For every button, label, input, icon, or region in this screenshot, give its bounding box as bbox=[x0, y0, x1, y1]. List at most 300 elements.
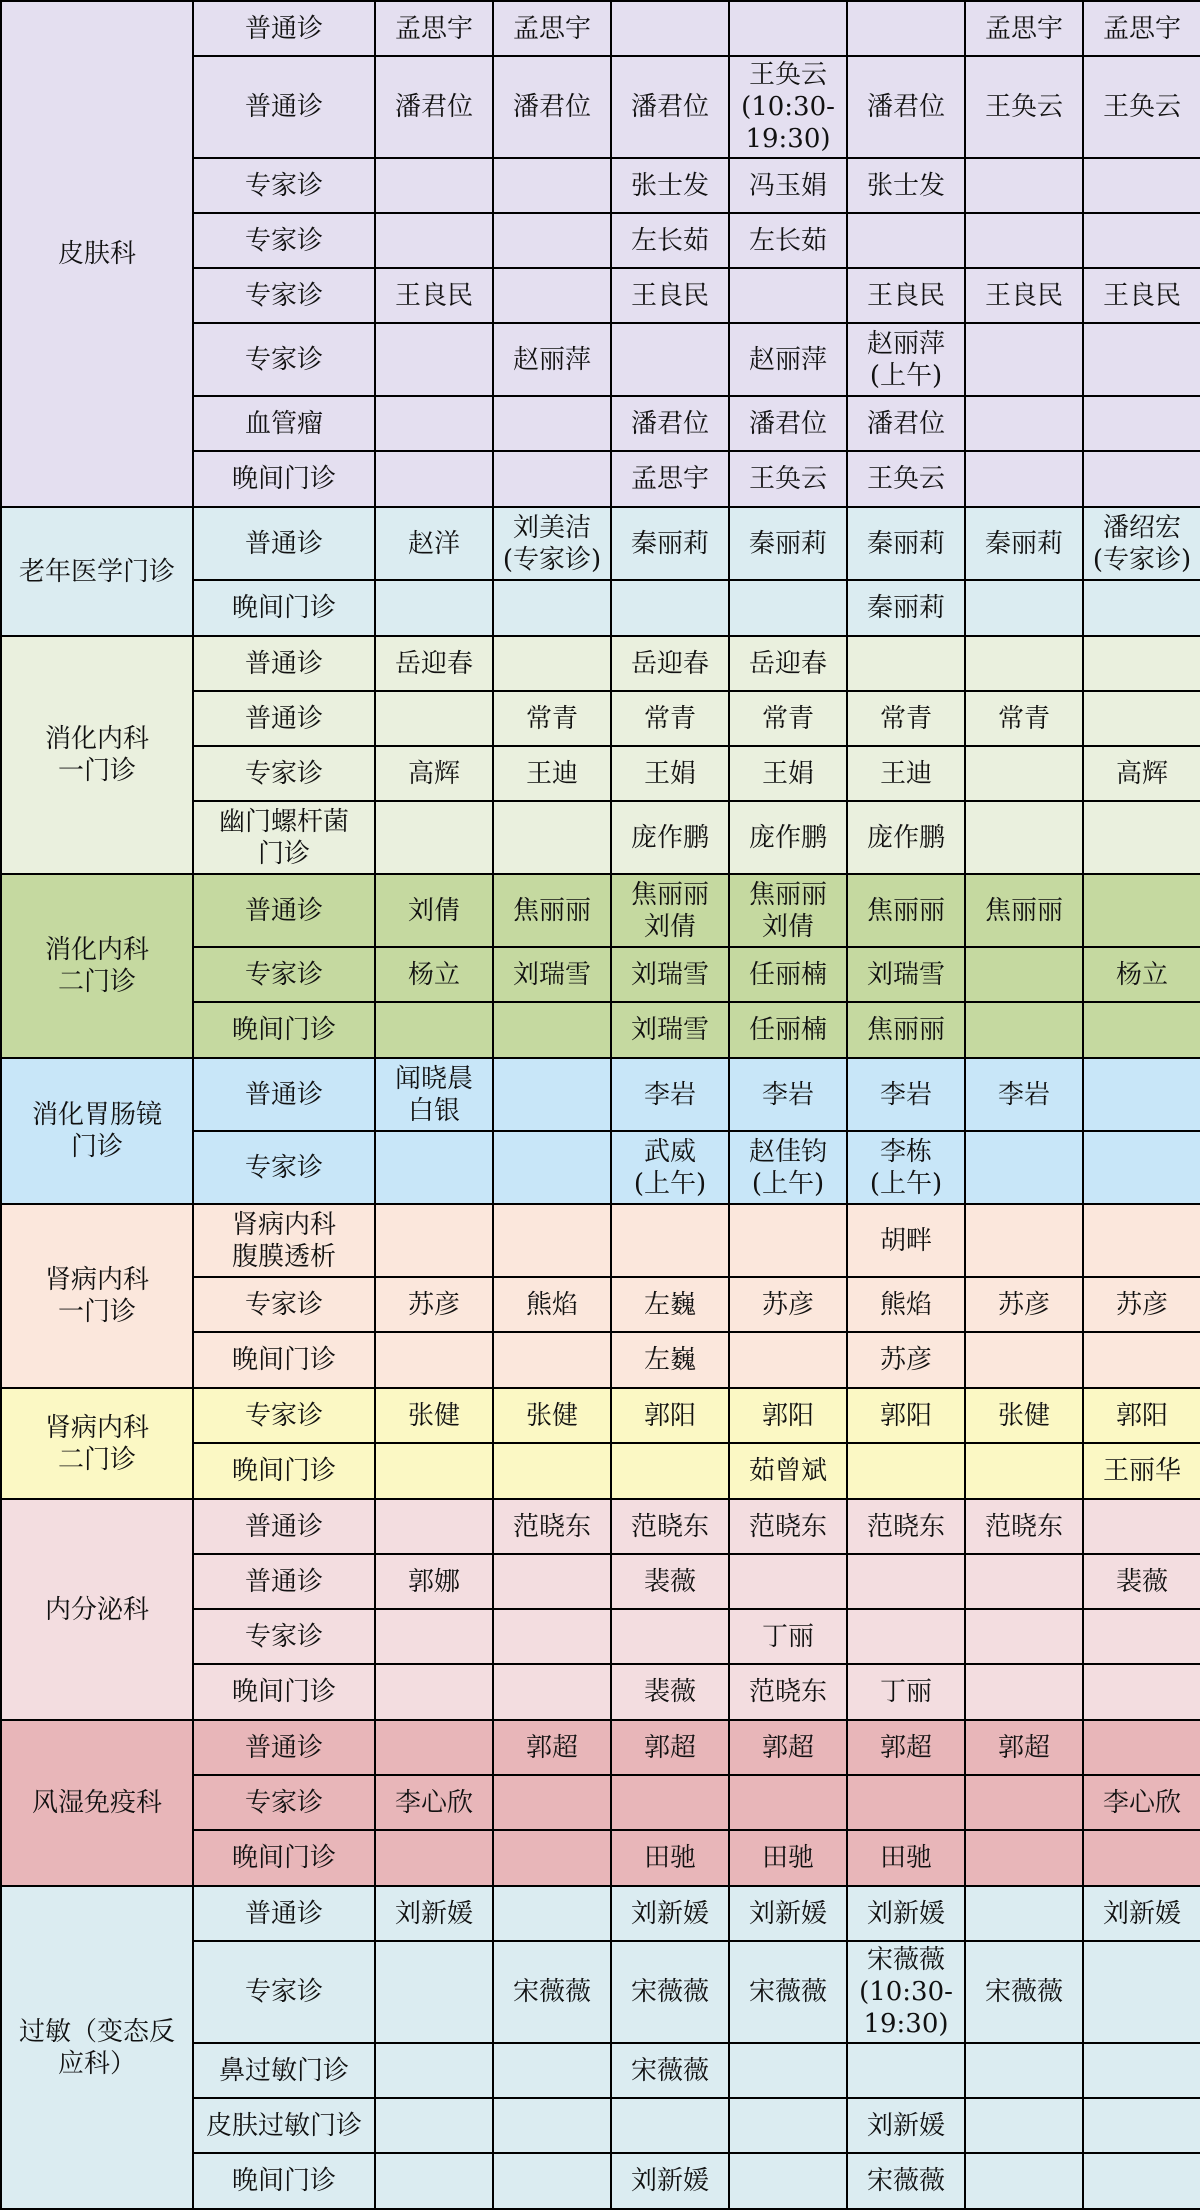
doctor-cell: 刘新媛 bbox=[375, 1886, 493, 1941]
doctor-cell bbox=[1083, 1332, 1200, 1388]
doctor-cell: 岳迎春 bbox=[729, 636, 847, 691]
doctor-cell bbox=[375, 323, 493, 396]
doctor-cell: 范晓东 bbox=[729, 1499, 847, 1554]
department-name: 消化内科 二门诊 bbox=[1, 874, 193, 1058]
doctor-cell: 张健 bbox=[375, 1388, 493, 1443]
doctor-cell bbox=[729, 1775, 847, 1830]
clinic-type: 血管瘤 bbox=[193, 396, 375, 451]
table-row bbox=[1, 507, 1200, 580]
doctor-cell bbox=[375, 1830, 493, 1886]
doctor-cell bbox=[847, 1775, 965, 1830]
doctor-cell bbox=[729, 2153, 847, 2209]
doctor-cell bbox=[965, 580, 1083, 636]
doctor-cell bbox=[1083, 323, 1200, 396]
clinic-type: 晚间门诊 bbox=[193, 1002, 375, 1058]
doctor-cell bbox=[965, 636, 1083, 691]
doctor-cell bbox=[375, 691, 493, 746]
doctor-cell: 范晓东 bbox=[729, 1664, 847, 1720]
doctor-cell: 李岩 bbox=[611, 1058, 729, 1131]
doctor-cell: 左长茹 bbox=[729, 213, 847, 268]
doctor-cell bbox=[493, 1886, 611, 1941]
doctor-cell: 郭超 bbox=[729, 1720, 847, 1775]
doctor-cell: 张健 bbox=[493, 1388, 611, 1443]
doctor-cell bbox=[375, 2098, 493, 2153]
doctor-cell bbox=[1083, 801, 1200, 874]
doctor-cell: 潘君位 bbox=[847, 56, 965, 158]
doctor-cell bbox=[965, 1830, 1083, 1886]
doctor-cell: 苏彦 bbox=[847, 1332, 965, 1388]
doctor-cell bbox=[847, 2043, 965, 2098]
doctor-cell bbox=[375, 451, 493, 507]
doctor-cell bbox=[847, 1609, 965, 1664]
doctor-cell bbox=[1083, 1499, 1200, 1554]
doctor-cell: 焦丽丽 刘倩 bbox=[729, 874, 847, 947]
doctor-cell bbox=[1083, 2043, 1200, 2098]
doctor-cell: 焦丽丽 刘倩 bbox=[611, 874, 729, 947]
doctor-cell: 王奂云 bbox=[1083, 56, 1200, 158]
doctor-cell: 苏彦 bbox=[1083, 1277, 1200, 1332]
table-row bbox=[1, 1204, 1200, 1277]
department-name: 肾病内科 一门诊 bbox=[1, 1204, 193, 1388]
table-row bbox=[1, 1, 1200, 56]
doctor-cell bbox=[965, 1664, 1083, 1720]
clinic-type: 专家诊 bbox=[193, 213, 375, 268]
doctor-cell bbox=[847, 1443, 965, 1499]
doctor-cell: 常青 bbox=[847, 691, 965, 746]
doctor-cell bbox=[1083, 2153, 1200, 2209]
doctor-cell: 宋薇薇 bbox=[847, 2153, 965, 2209]
doctor-cell bbox=[965, 158, 1083, 213]
doctor-cell bbox=[493, 451, 611, 507]
doctor-cell bbox=[611, 1609, 729, 1664]
doctor-cell: 任丽楠 bbox=[729, 1002, 847, 1058]
doctor-cell: 左巍 bbox=[611, 1277, 729, 1332]
doctor-cell bbox=[611, 1775, 729, 1830]
clinic-type: 专家诊 bbox=[193, 158, 375, 213]
doctor-cell bbox=[611, 2098, 729, 2153]
clinic-type: 幽门螺杆菌 门诊 bbox=[193, 801, 375, 874]
doctor-cell: 常青 bbox=[493, 691, 611, 746]
doctor-cell: 宋薇薇 bbox=[729, 1941, 847, 2043]
doctor-cell: 赵佳钧 (上午) bbox=[729, 1131, 847, 1204]
doctor-cell: 范晓东 bbox=[965, 1499, 1083, 1554]
clinic-type: 专家诊 bbox=[193, 268, 375, 323]
doctor-cell: 潘君位 bbox=[847, 396, 965, 451]
doctor-cell: 赵丽萍 bbox=[493, 323, 611, 396]
doctor-cell bbox=[1083, 1664, 1200, 1720]
doctor-cell bbox=[1083, 691, 1200, 746]
doctor-cell: 秦丽莉 bbox=[611, 507, 729, 580]
clinic-type: 专家诊 bbox=[193, 1277, 375, 1332]
table-row bbox=[1, 1058, 1200, 1131]
doctor-cell: 秦丽莉 bbox=[965, 507, 1083, 580]
clinic-type: 普通诊 bbox=[193, 691, 375, 746]
doctor-cell: 郭娜 bbox=[375, 1554, 493, 1609]
doctor-cell bbox=[729, 1, 847, 56]
clinic-type: 晚间门诊 bbox=[193, 2153, 375, 2209]
doctor-cell: 潘君位 bbox=[611, 396, 729, 451]
doctor-cell: 郭阳 bbox=[611, 1388, 729, 1443]
doctor-cell bbox=[493, 1664, 611, 1720]
doctor-cell: 赵丽萍 (上午) bbox=[847, 323, 965, 396]
doctor-cell: 李岩 bbox=[847, 1058, 965, 1131]
doctor-cell: 苏彦 bbox=[729, 1277, 847, 1332]
doctor-cell bbox=[1083, 451, 1200, 507]
doctor-cell bbox=[1083, 396, 1200, 451]
doctor-cell: 刘新媛 bbox=[1083, 1886, 1200, 1941]
doctor-cell bbox=[729, 1332, 847, 1388]
doctor-cell: 王迪 bbox=[847, 746, 965, 801]
doctor-cell: 丁丽 bbox=[729, 1609, 847, 1664]
doctor-cell bbox=[493, 2098, 611, 2153]
doctor-cell: 刘新媛 bbox=[611, 2153, 729, 2209]
doctor-cell: 高辉 bbox=[1083, 746, 1200, 801]
doctor-cell: 赵洋 bbox=[375, 507, 493, 580]
doctor-cell bbox=[729, 2043, 847, 2098]
doctor-cell bbox=[729, 1554, 847, 1609]
doctor-cell: 庞作鹏 bbox=[729, 801, 847, 874]
doctor-cell bbox=[729, 268, 847, 323]
doctor-cell bbox=[375, 580, 493, 636]
doctor-cell: 任丽楠 bbox=[729, 947, 847, 1002]
doctor-cell bbox=[1083, 1941, 1200, 2043]
doctor-cell bbox=[1083, 213, 1200, 268]
doctor-cell bbox=[493, 1775, 611, 1830]
doctor-cell: 裴薇 bbox=[1083, 1554, 1200, 1609]
doctor-cell: 郭阳 bbox=[847, 1388, 965, 1443]
doctor-cell: 秦丽莉 bbox=[847, 580, 965, 636]
doctor-cell: 张健 bbox=[965, 1388, 1083, 1443]
doctor-cell: 王良民 bbox=[375, 268, 493, 323]
clinic-type: 普通诊 bbox=[193, 56, 375, 158]
doctor-cell: 宋薇薇 (10:30- 19:30) bbox=[847, 1941, 965, 2043]
doctor-cell: 刘新媛 bbox=[729, 1886, 847, 1941]
doctor-cell: 郭阳 bbox=[729, 1388, 847, 1443]
doctor-cell: 孟思宇 bbox=[611, 451, 729, 507]
doctor-cell: 潘君位 bbox=[729, 396, 847, 451]
clinic-type: 普通诊 bbox=[193, 1058, 375, 1131]
doctor-cell: 宋薇薇 bbox=[493, 1941, 611, 2043]
doctor-cell: 孟思宇 bbox=[375, 1, 493, 56]
doctor-cell bbox=[1083, 1204, 1200, 1277]
doctor-cell bbox=[965, 1609, 1083, 1664]
doctor-cell: 潘绍宏 (专家诊) bbox=[1083, 507, 1200, 580]
doctor-cell bbox=[965, 213, 1083, 268]
doctor-cell: 王奂云 bbox=[965, 56, 1083, 158]
doctor-cell bbox=[965, 1554, 1083, 1609]
doctor-cell: 范晓东 bbox=[847, 1499, 965, 1554]
department-name: 过敏（变态反 应科） bbox=[1, 1886, 193, 2209]
doctor-cell: 李岩 bbox=[729, 1058, 847, 1131]
doctor-cell: 郭阳 bbox=[1083, 1388, 1200, 1443]
doctor-cell: 苏彦 bbox=[965, 1277, 1083, 1332]
doctor-cell bbox=[493, 213, 611, 268]
clinic-type: 晚间门诊 bbox=[193, 1332, 375, 1388]
doctor-cell bbox=[729, 580, 847, 636]
table-row bbox=[1, 1388, 1200, 1443]
doctor-cell: 王奂云 bbox=[847, 451, 965, 507]
department-name: 肾病内科 二门诊 bbox=[1, 1388, 193, 1499]
clinic-type: 专家诊 bbox=[193, 746, 375, 801]
doctor-cell: 范晓东 bbox=[493, 1499, 611, 1554]
clinic-type: 普通诊 bbox=[193, 874, 375, 947]
doctor-cell bbox=[965, 1886, 1083, 1941]
doctor-cell bbox=[493, 1554, 611, 1609]
doctor-cell: 杨立 bbox=[375, 947, 493, 1002]
doctor-cell: 王丽华 bbox=[1083, 1443, 1200, 1499]
clinic-type: 专家诊 bbox=[193, 947, 375, 1002]
doctor-cell: 武威 (上午) bbox=[611, 1131, 729, 1204]
doctor-cell bbox=[493, 2153, 611, 2209]
doctor-cell bbox=[493, 1332, 611, 1388]
doctor-cell bbox=[493, 396, 611, 451]
doctor-cell bbox=[1083, 874, 1200, 947]
doctor-cell: 焦丽丽 bbox=[847, 874, 965, 947]
table-row bbox=[1, 636, 1200, 691]
clinic-type: 专家诊 bbox=[193, 1609, 375, 1664]
clinic-type: 普通诊 bbox=[193, 1886, 375, 1941]
doctor-cell: 焦丽丽 bbox=[965, 874, 1083, 947]
doctor-cell: 郭超 bbox=[847, 1720, 965, 1775]
clinic-type: 普通诊 bbox=[193, 1499, 375, 1554]
clinic-type: 普通诊 bbox=[193, 507, 375, 580]
doctor-cell bbox=[965, 801, 1083, 874]
doctor-cell bbox=[493, 158, 611, 213]
doctor-cell: 刘新媛 bbox=[847, 2098, 965, 2153]
doctor-cell bbox=[493, 1204, 611, 1277]
doctor-cell bbox=[965, 1204, 1083, 1277]
doctor-cell bbox=[375, 158, 493, 213]
doctor-cell: 宋薇薇 bbox=[611, 2043, 729, 2098]
clinic-type: 晚间门诊 bbox=[193, 1664, 375, 1720]
doctor-cell: 刘美洁 (专家诊) bbox=[493, 507, 611, 580]
doctor-cell: 田驰 bbox=[611, 1830, 729, 1886]
doctor-cell bbox=[493, 2043, 611, 2098]
doctor-cell bbox=[1083, 158, 1200, 213]
doctor-cell bbox=[1083, 580, 1200, 636]
doctor-cell: 王迪 bbox=[493, 746, 611, 801]
doctor-cell bbox=[375, 1204, 493, 1277]
doctor-cell: 裴薇 bbox=[611, 1554, 729, 1609]
doctor-cell: 王良民 bbox=[611, 268, 729, 323]
doctor-cell: 赵丽萍 bbox=[729, 323, 847, 396]
doctor-cell bbox=[611, 1443, 729, 1499]
doctor-cell bbox=[611, 1, 729, 56]
doctor-cell: 田驰 bbox=[847, 1830, 965, 1886]
clinic-type: 专家诊 bbox=[193, 1941, 375, 2043]
table-row bbox=[1, 1499, 1200, 1554]
doctor-cell bbox=[1083, 636, 1200, 691]
doctor-cell: 刘倩 bbox=[375, 874, 493, 947]
doctor-cell: 刘新媛 bbox=[611, 1886, 729, 1941]
doctor-cell: 郭超 bbox=[965, 1720, 1083, 1775]
department-name: 皮肤科 bbox=[1, 1, 193, 507]
department-name: 风湿免疫科 bbox=[1, 1720, 193, 1886]
doctor-cell: 李心欣 bbox=[375, 1775, 493, 1830]
clinic-type: 鼻过敏门诊 bbox=[193, 2043, 375, 2098]
doctor-cell: 孟思宇 bbox=[1083, 1, 1200, 56]
doctor-cell bbox=[375, 1443, 493, 1499]
doctor-cell: 胡畔 bbox=[847, 1204, 965, 1277]
doctor-cell bbox=[847, 636, 965, 691]
doctor-cell: 杨立 bbox=[1083, 947, 1200, 1002]
doctor-cell: 刘瑞雪 bbox=[847, 947, 965, 1002]
doctor-cell: 苏彦 bbox=[375, 1277, 493, 1332]
doctor-cell bbox=[847, 213, 965, 268]
table-row bbox=[1, 1886, 1200, 1941]
doctor-cell bbox=[965, 2043, 1083, 2098]
clinic-type: 肾病内科 腹膜透析 bbox=[193, 1204, 375, 1277]
doctor-cell: 李栋 (上午) bbox=[847, 1131, 965, 1204]
doctor-cell bbox=[375, 1332, 493, 1388]
department-name: 内分泌科 bbox=[1, 1499, 193, 1720]
doctor-cell: 秦丽莉 bbox=[729, 507, 847, 580]
doctor-cell bbox=[375, 1720, 493, 1775]
doctor-cell bbox=[965, 323, 1083, 396]
doctor-cell bbox=[965, 2153, 1083, 2209]
department-name: 消化内科 一门诊 bbox=[1, 636, 193, 874]
doctor-cell: 王良民 bbox=[847, 268, 965, 323]
doctor-cell: 熊焰 bbox=[493, 1277, 611, 1332]
doctor-cell bbox=[965, 1775, 1083, 1830]
department-name: 消化胃肠镜 门诊 bbox=[1, 1058, 193, 1204]
doctor-cell: 孟思宇 bbox=[493, 1, 611, 56]
doctor-cell: 左长茹 bbox=[611, 213, 729, 268]
doctor-cell bbox=[375, 396, 493, 451]
clinic-type: 专家诊 bbox=[193, 1775, 375, 1830]
doctor-cell bbox=[493, 1058, 611, 1131]
doctor-cell: 闻晓晨 白银 bbox=[375, 1058, 493, 1131]
doctor-cell: 潘君位 bbox=[493, 56, 611, 158]
doctor-cell: 常青 bbox=[965, 691, 1083, 746]
doctor-cell bbox=[965, 1131, 1083, 1204]
doctor-cell bbox=[965, 396, 1083, 451]
doctor-cell bbox=[493, 636, 611, 691]
doctor-cell bbox=[375, 2043, 493, 2098]
doctor-cell: 王娟 bbox=[729, 746, 847, 801]
doctor-cell: 李心欣 bbox=[1083, 1775, 1200, 1830]
doctor-cell bbox=[493, 268, 611, 323]
doctor-cell: 常青 bbox=[611, 691, 729, 746]
clinic-type: 普通诊 bbox=[193, 1554, 375, 1609]
doctor-cell: 郭超 bbox=[611, 1720, 729, 1775]
doctor-cell bbox=[965, 1443, 1083, 1499]
clinic-type: 晚间门诊 bbox=[193, 1830, 375, 1886]
doctor-cell bbox=[493, 1002, 611, 1058]
doctor-cell: 刘瑞雪 bbox=[493, 947, 611, 1002]
doctor-cell: 刘新媛 bbox=[847, 1886, 965, 1941]
doctor-cell bbox=[965, 2098, 1083, 2153]
doctor-cell: 岳迎春 bbox=[375, 636, 493, 691]
doctor-cell bbox=[493, 1830, 611, 1886]
doctor-cell bbox=[965, 746, 1083, 801]
doctor-cell bbox=[375, 1664, 493, 1720]
doctor-cell bbox=[375, 1609, 493, 1664]
clinic-type: 专家诊 bbox=[193, 1388, 375, 1443]
clinic-type: 皮肤过敏门诊 bbox=[193, 2098, 375, 2153]
doctor-cell bbox=[965, 1002, 1083, 1058]
doctor-cell bbox=[611, 580, 729, 636]
doctor-cell bbox=[493, 1609, 611, 1664]
doctor-cell: 茹曾斌 bbox=[729, 1443, 847, 1499]
doctor-cell: 张士发 bbox=[847, 158, 965, 213]
doctor-cell bbox=[375, 1941, 493, 2043]
doctor-cell bbox=[729, 1204, 847, 1277]
clinic-type: 专家诊 bbox=[193, 1131, 375, 1204]
clinic-type: 普通诊 bbox=[193, 1, 375, 56]
doctor-cell: 孟思宇 bbox=[965, 1, 1083, 56]
doctor-cell bbox=[493, 580, 611, 636]
doctor-cell: 常青 bbox=[729, 691, 847, 746]
table-row bbox=[1, 874, 1200, 947]
doctor-cell bbox=[847, 1, 965, 56]
doctor-cell bbox=[375, 1499, 493, 1554]
table-row bbox=[1, 1720, 1200, 1775]
doctor-cell: 王良民 bbox=[1083, 268, 1200, 323]
doctor-cell: 刘瑞雪 bbox=[611, 947, 729, 1002]
doctor-cell: 左巍 bbox=[611, 1332, 729, 1388]
doctor-cell bbox=[1083, 1131, 1200, 1204]
doctor-cell: 宋薇薇 bbox=[965, 1941, 1083, 2043]
doctor-cell: 王奂云 bbox=[729, 451, 847, 507]
clinic-type: 普通诊 bbox=[193, 636, 375, 691]
doctor-cell: 田驰 bbox=[729, 1830, 847, 1886]
doctor-cell bbox=[1083, 2098, 1200, 2153]
doctor-cell: 范晓东 bbox=[611, 1499, 729, 1554]
doctor-cell: 庞作鹏 bbox=[611, 801, 729, 874]
clinic-type: 专家诊 bbox=[193, 323, 375, 396]
doctor-cell: 王娟 bbox=[611, 746, 729, 801]
doctor-cell bbox=[611, 323, 729, 396]
doctor-cell bbox=[1083, 1830, 1200, 1886]
doctor-cell bbox=[1083, 1720, 1200, 1775]
doctor-cell bbox=[493, 801, 611, 874]
doctor-cell: 裴薇 bbox=[611, 1664, 729, 1720]
doctor-cell bbox=[965, 1332, 1083, 1388]
doctor-cell bbox=[493, 1443, 611, 1499]
clinic-type: 晚间门诊 bbox=[193, 451, 375, 507]
doctor-cell bbox=[729, 2098, 847, 2153]
doctor-cell: 王良民 bbox=[965, 268, 1083, 323]
doctor-cell bbox=[847, 1554, 965, 1609]
doctor-cell: 潘君位 bbox=[375, 56, 493, 158]
doctor-cell bbox=[375, 213, 493, 268]
doctor-cell: 熊焰 bbox=[847, 1277, 965, 1332]
doctor-cell: 丁丽 bbox=[847, 1664, 965, 1720]
doctor-cell: 刘瑞雪 bbox=[611, 1002, 729, 1058]
doctor-cell: 高辉 bbox=[375, 746, 493, 801]
clinic-type: 普通诊 bbox=[193, 1720, 375, 1775]
doctor-cell: 宋薇薇 bbox=[611, 1941, 729, 2043]
department-name: 老年医学门诊 bbox=[1, 507, 193, 636]
doctor-cell: 张士发 bbox=[611, 158, 729, 213]
doctor-cell: 王奂云 (10:30- 19:30) bbox=[729, 56, 847, 158]
doctor-cell: 李岩 bbox=[965, 1058, 1083, 1131]
doctor-cell bbox=[1083, 1609, 1200, 1664]
doctor-cell: 秦丽莉 bbox=[847, 507, 965, 580]
doctor-cell: 岳迎春 bbox=[611, 636, 729, 691]
doctor-cell bbox=[1083, 1002, 1200, 1058]
doctor-cell: 冯玉娟 bbox=[729, 158, 847, 213]
doctor-cell bbox=[611, 1204, 729, 1277]
doctor-cell bbox=[493, 1131, 611, 1204]
doctor-cell bbox=[1083, 1058, 1200, 1131]
doctor-cell bbox=[965, 947, 1083, 1002]
doctor-cell: 焦丽丽 bbox=[847, 1002, 965, 1058]
doctor-cell: 焦丽丽 bbox=[493, 874, 611, 947]
doctor-cell: 庞作鹏 bbox=[847, 801, 965, 874]
clinic-type: 晚间门诊 bbox=[193, 1443, 375, 1499]
